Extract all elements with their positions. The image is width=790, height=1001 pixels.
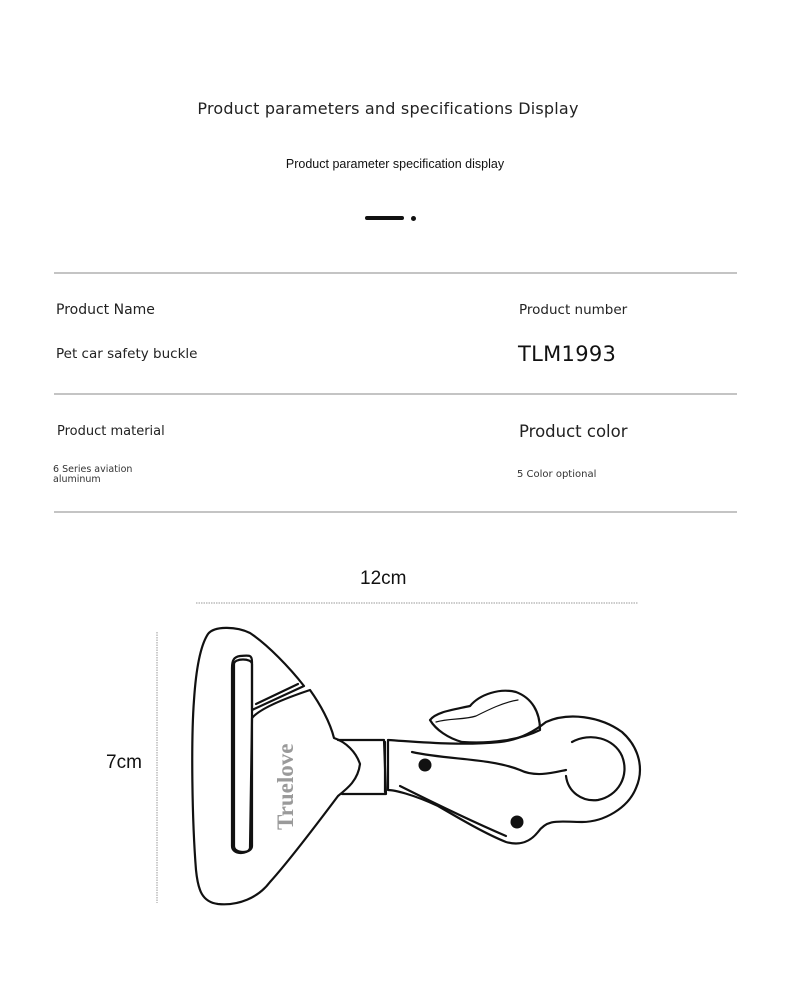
product-name-label: Product Name [56,302,155,318]
product-number-label: Product number [519,302,628,318]
product-name-value: Pet car safety buckle [56,346,198,362]
rivet-upper [419,759,432,772]
height-dimension-label: 7cm [106,752,142,773]
brand-engraving: Truelove [273,743,298,830]
rivet-lower [511,816,524,829]
tongue-inner-line [256,684,298,704]
product-color-value: 5 Color optional [517,469,597,480]
product-color-label: Product color [519,422,628,441]
product-material-label: Product material [57,424,165,439]
product-number-value: TLM1993 [518,342,617,366]
material-line-1: 6 Series aviation [53,464,133,475]
connector-block [338,740,386,794]
material-line-2: aluminum [53,474,101,485]
page-title: Product parameters and specifications Display [197,99,579,118]
snap-hook-lower-line [400,786,506,836]
snap-hook-loop [566,737,625,800]
width-dimension-label: 12cm [360,568,407,589]
snap-hook-gate [412,752,566,774]
page-subtitle: Product parameter specification display [285,157,505,171]
